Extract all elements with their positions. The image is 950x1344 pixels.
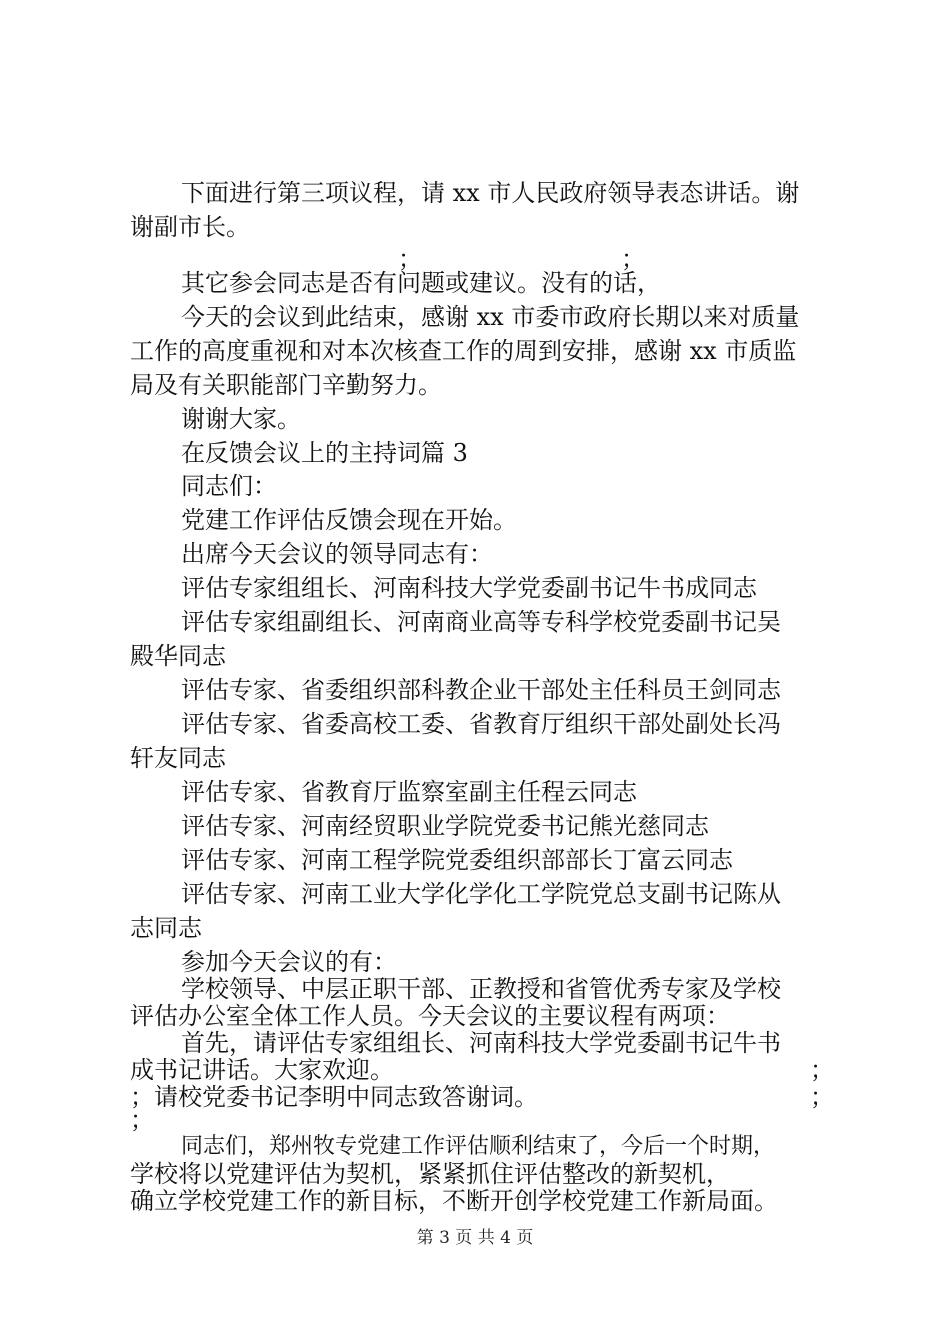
- text-line: 学校将以党建评估为契机，紧紧抓住评估整改的新契机，: [130, 1159, 730, 1188]
- text-line: 殿华同志: [130, 642, 226, 670]
- text-line: 评估专家、河南工程学院党委组织部部长丁富云同志: [181, 846, 733, 874]
- text-line: 评估专家、省委组织部科教企业干部处主任科员王剑同志: [181, 676, 781, 704]
- text-line: 确立学校党建工作的新目标，不断开创学校党建工作新局面。: [130, 1187, 778, 1215]
- text-line: 评估专家、河南工业大学化学化工学院党总支副书记陈从: [181, 880, 781, 908]
- text-line: 党建工作评估反馈会现在开始。: [181, 506, 517, 534]
- text-line: 评估专家组副组长、河南商业高等专科学校党委副书记吴: [181, 608, 781, 636]
- text-line: ；: [130, 1105, 154, 1134]
- text-line: ；: [621, 245, 645, 273]
- text-line: ；: [398, 245, 422, 273]
- text-line: 参加今天会议的有：: [181, 948, 397, 976]
- text-line: 首先，请评估专家组组长、河南科技大学党委副书记牛书: [181, 1029, 781, 1058]
- text-line: 学校领导、中层正职干部、正教授和省管优秀专家及学校: [181, 975, 781, 1004]
- text-line: 谢谢大家。: [181, 405, 301, 433]
- text-line: 今天的会议到此结束，感谢 xx 市委市政府长期以来对质量: [181, 303, 800, 331]
- text-line: 评估专家、省委高校工委、省教育厅组织干部处副处长冯: [181, 710, 781, 738]
- text-line: 评估专家、河南经贸职业学院党委书记熊光慈同志: [181, 812, 709, 840]
- page-footer: [0, 1226, 950, 1250]
- text-line: 同志们，郑州牧专党建工作评估顺利结束了，今后一个时期，: [181, 1133, 776, 1159]
- text-line: ；: [810, 1083, 834, 1112]
- text-line: 谢副市长。: [130, 213, 250, 241]
- text-line: 同志们：: [181, 472, 277, 500]
- text-line: 评估办公室全体工作人员。今天会议的主要议程有两项：: [130, 1002, 730, 1031]
- text-line: 评估专家组组长、河南科技大学党委副书记牛书成同志: [181, 574, 757, 602]
- text-line: 成书记讲话。大家欢迎。: [130, 1056, 394, 1085]
- text-line: 下面进行第三项议程，请 xx 市人民政府领导表态讲话。谢: [181, 179, 800, 207]
- text-line: 志同志: [130, 914, 202, 942]
- text-line: 出席今天会议的领导同志有：: [181, 540, 493, 568]
- text-line: 工作的高度重视和对本次核查工作的周到安排，感谢 xx 市质监: [130, 337, 797, 365]
- text-line: ；: [810, 1056, 834, 1085]
- text-line: 其它参会同志是否有问题或建议。没有的话，: [181, 269, 661, 297]
- text-line: 评估专家、省教育厅监察室副主任程云同志: [181, 778, 637, 806]
- section-heading: 在反馈会议上的主持词篇 3: [181, 439, 468, 467]
- text-line: 局及有关职能部门辛勤努力。: [130, 371, 442, 399]
- text-line: ；请校党委书记李明中同志致答谢词。: [130, 1083, 538, 1112]
- page-number: 第 3 页 共 4 页: [416, 1228, 534, 1248]
- text-line: 轩友同志: [130, 744, 226, 772]
